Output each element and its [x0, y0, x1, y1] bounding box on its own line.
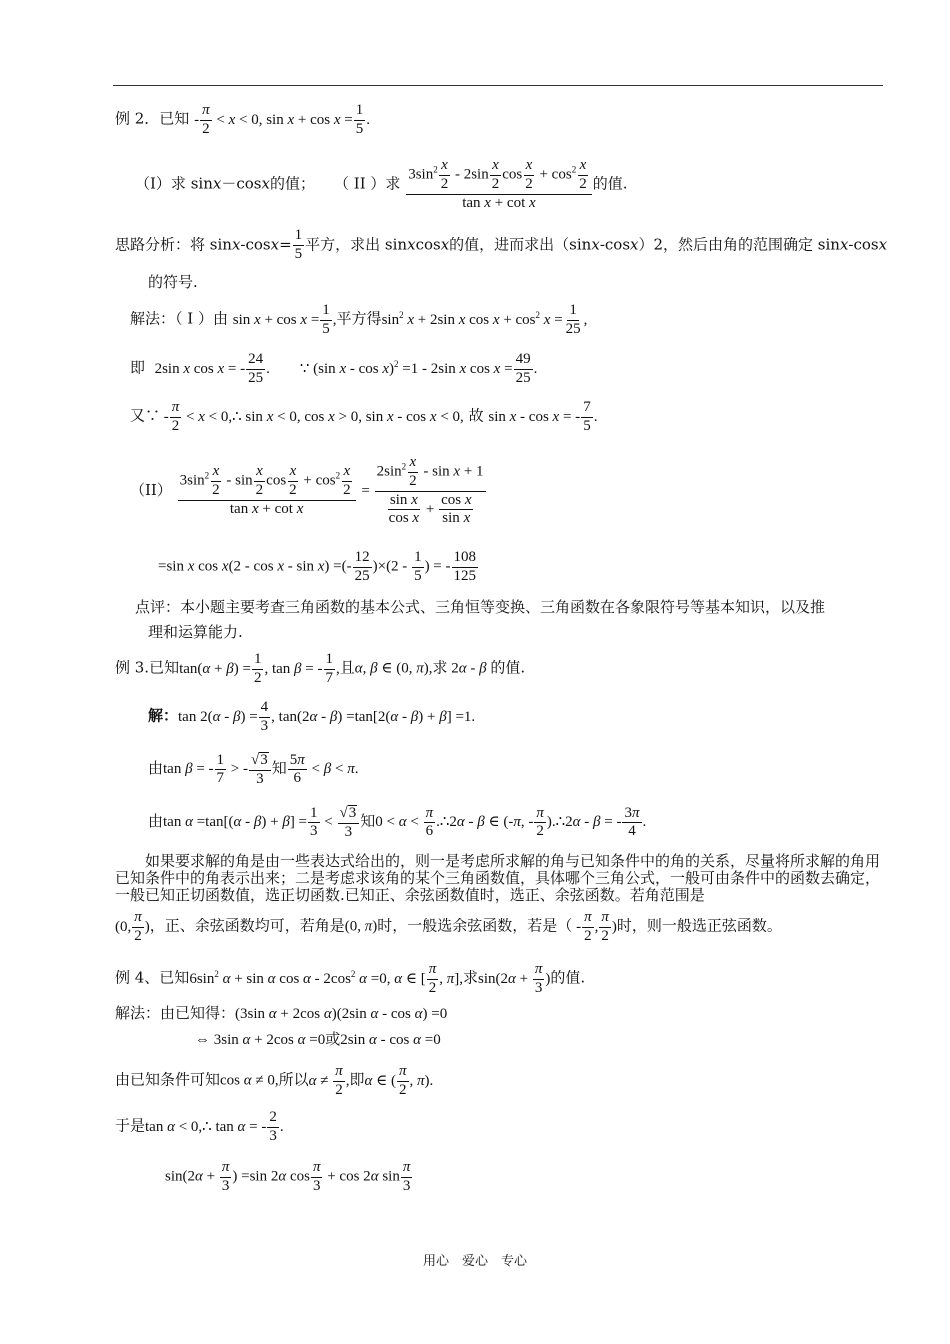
ex2-solution-2: 即 2sin x cos x = - $\frac{24}{25}$ . ∵ (sin x - cos x)$^2$ =1 - 2sin x cos x = $\frac{49}{25}$ . [130, 351, 538, 386]
ex3-solution-1: 解：tan 2(α - β) = $\frac{4}{3}$ , tan(2α - β) =tan[2(α - β) + β] =1. [148, 699, 476, 734]
header-rule [113, 85, 883, 86]
ex2-comment-cont: 理和运算能力. [148, 623, 243, 641]
ex2-analysis: 思路分析：将 sinx-cosx= $\frac{1}{5}$ 平方，求出 sinxcosx的值，进而求出（sinx-cosx）2，然后由角的范围确定 sinx-cosx [115, 227, 888, 262]
ex3-note-cont: (0, $\frac{\pi}{2}$ )，正、余弦函数均可，若角是(0, π)时，一般选余弦函数，若是（ - $\frac{\pi}{2}$ , $\frac{\pi}{2}$ )时，则一般选正弦函数。 [115, 909, 782, 944]
ex3-solution-2: 由tan β = - $\frac{1}{7}$ > - $\frac{√3}{3}$ 知 $\frac{5\pi}{6}$ < β < π. [148, 751, 359, 787]
ex2-solution-part2: （II） $3\sin^2$ $\frac{x}{2}$ - sin $\frac{x}{2}$ cos $\frac{x}{2}$ + $\cos^2$ $\frac{x}{2}$ tan x + cot x = $2\sin^2$ $\frac{x}{2}$ - sin x + 1 $\frac{\text{sin x}}{\text{cos x}}$ + $\frac{\text{cos x}}{\text{sin x}}$ [130, 454, 484, 527]
ex2-solution-part2-result: =sin x cos x(2 - cos x - sin x) =(- $\frac{12}{25}$ )×(2 - $\frac{1}{5}$ ) = - $\frac{108}{125}$ [158, 549, 477, 584]
ex2-title: 例 2．已知 [115, 109, 190, 128]
ex2-solution-3: 又∵ - $\frac{\pi}{2}$ < x < 0,∴ sin x < 0, cos x > 0, sin x - cos x < 0, 故 sin x - cos x = - $\frac{7}{5}$ . [130, 399, 598, 434]
ex2-questions: （I）求 sinx－cosx的值； （ II ）求 $3\sin^2$ $\frac{x}{2}$ - 2sin $\frac{x}{2}$ cos $\frac{x}{2}$ + $\cos^2$ $\frac{x}{2}$ tan x + cot x 的值. [135, 157, 628, 211]
ex3-note: 如果要求解的角是由一些表达式给出的，则一是考虑所求解的角与已知条件中的角的关系，尽量将所求解的角用已知条件中的角表示出来；二是考虑求该角的某个三角函数值，具体哪个三角公式，一般可由条件中的函数去确定，一般已知正切函数值，选正切函数.已知正、余弦函数值时，选正、余弦函数。若角范围是 [115, 852, 881, 904]
ex2-solution-1: 解法：（ I ）由 sin x + cos x = $\frac{1}{5}$ ,平方得$\sin^2 x + 2\sin$ x $\cos x + \cos^2 x$ = $\frac{1}{25}$ , [130, 302, 588, 337]
ex4-statement: 例 4、已知$6\sin^2$ α + sin α cos α - $2\cos^2$ α =0, α ∈ [ $\frac{\pi}{2}$ , π],求sin(2α + $\frac{\pi}{3}$ )的值. [115, 961, 586, 996]
page-footer: 用心 爱心 专心 [422, 1254, 527, 1269]
ex4-solution-1: 解法：由已知得：(3sin α + 2cos α)(2sin α - cos α) =0 [115, 1004, 448, 1022]
ex4-solution-3: 由已知条件可知cos α ≠ 0,所以α ≠ $\frac{\pi}{2}$ ,即α ∈ ( $\frac{\pi}{2}$ , π). [115, 1063, 434, 1098]
ex4-solution-5: sin(2α + $\frac{\pi}{3}$ ) =sin 2α cos $\frac{\pi}{3}$ + cos 2α sin $\frac{\pi}{3}$ [165, 1159, 411, 1194]
ex2-analysis-cont: 的符号. [148, 273, 198, 291]
ex2-statement: 例 2．已知 - $\frac{\pi}{2}$ < x < 0, sin x + cos x = $\frac{1}{5}$ . [115, 102, 370, 137]
ex2-comment: 点评：本小题主要考查三角函数的基本公式、三角恒等变换、三角函数在各象限符号等基本知识，以及推 [135, 598, 826, 616]
ex3-statement: 例 3.已知tan(α + β) = $\frac{1}{2}$ , tan β = - $\frac{1}{7}$ ,且α, β ∈ (0, π),求 2α - β 的值. [115, 651, 526, 686]
ex4-solution-4: 于是tan α < 0,∴ tan α = - $\frac{2}{3}$ . [115, 1109, 284, 1144]
ex3-solution-3: 由tan α =tan[(α - β) + β] = $\frac{1}{3}$ < $\frac{√3}{3}$ 知0 < α < $\frac{\pi}{6}$ .∴2α - β ∈ (-π, - $\frac{\pi}{2}$ ).∴2α - β = - $\frac{3\pi}{4}$ . [148, 804, 647, 840]
ex4-solution-2: ⇔ 3sin α + 2cos α =0或2sin α - cos α =0 [195, 1030, 441, 1048]
